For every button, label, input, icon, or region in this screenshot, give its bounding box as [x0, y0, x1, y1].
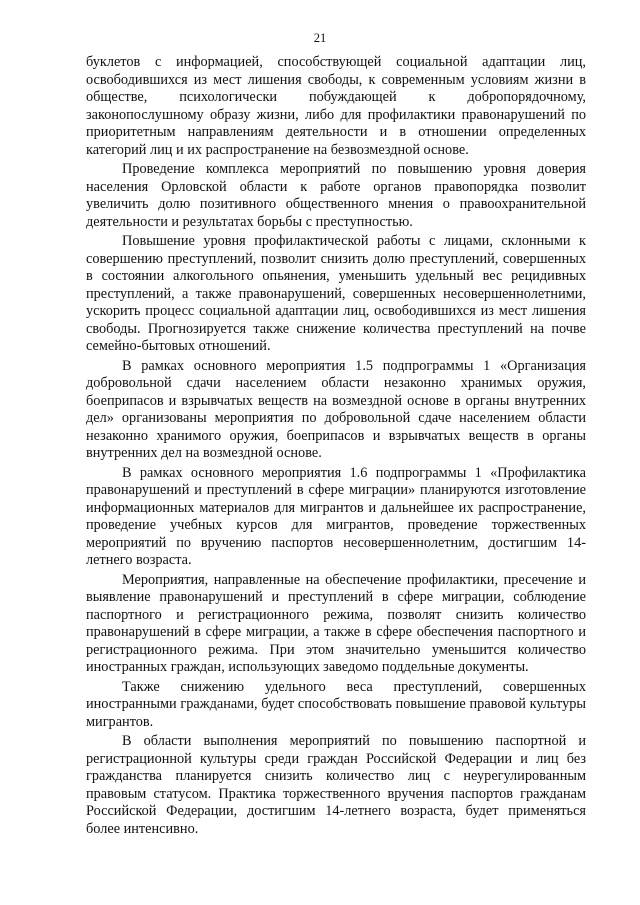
paragraph-7: Также снижению удельного веса преступлений, совершенных иностранными гражданами, будет способствовать повышение правовой культуры мигрантов. [86, 678, 586, 730]
paragraph-2: Проведение комплекса мероприятий по повышению уровня доверия населения Орловской области к работе органов правопорядка позволит увеличить долю позитивного общественного мнения о правоохранительной деятельности и результатах борьбы с преступностью. [86, 161, 586, 230]
paragraph-5: В рамках основного мероприятия 1.6 подпрограммы 1 «Профилактика правонарушений и преступлений в сфере миграции» планируются изготовление информационных материалов для мигрантов и дальнейшее их распространение, проведение учебных курсов для мигрантов, проведение торжественных мероприятий по вручению паспортов несовершеннолетним, достигшим 14-летнего возраста. [86, 464, 586, 568]
paragraph-1: буклетов с информацией, способствующей социальной адаптации лиц, освободившихся из мест лишения свободы, к современным условиям жизни в обществе, психологически побуждающей к добропорядочному, законопослушному образу жизни, либо для профилактики правонарушений по приоритетным направлениям деятельности и в отношении определенных категорий лиц и их распространение на безвозмездной основе. [86, 54, 586, 158]
paragraph-6: Мероприятия, направленные на обеспечение профилактики, пресечение и выявление правонарушений и преступлений в сфере миграции, соблюдение паспортного и регистрационного режима, позволят снизить количество правонарушений в сфере миграции, а также в сфере обеспечения паспортного и регистрационного режима. При этом значительно уменьшится количество иностранных граждан, использующих заведомо поддельные документы. [86, 571, 586, 675]
document-body [86, 54, 586, 840]
paragraph-4: В рамках основного мероприятия 1.5 подпрограммы 1 «Организация добровольной сдачи населением области незаконно хранимых оружия, боеприпасов и взрывчатых веществ на возмездной основе в органы внутренних дел» организованы мероприятия по добровольной сдаче населением области незаконно хранимого оружия, боеприпасов и взрывчатых веществ в органы внутренних дел на возмездной основе. [86, 357, 586, 461]
page-number: 21 [313, 31, 327, 45]
paragraph-3: Повышение уровня профилактической работы с лицами, склонными к совершению преступлений, позволит снизить долю преступлений, совершенных в состоянии алкогольного опьянения, уменьшить удельный вес рецидивных преступлений, а также правонарушений, совершенных несовершеннолетними, ускорить процесс социальной адаптации лиц, освободившихся из мест лишения свободы. Прогнозируется также снижение количества преступлений на почве семейно-бытовых отношений. [86, 233, 586, 354]
paragraph-8: В области выполнения мероприятий по повышению паспортной и регистрационной культуры среди граждан Российской Федерации и лиц без гражданства планируется снизить количество лиц с неурегулированным правовым статусом. Практика торжественного вручения паспортов гражданам Российской Федерации, достигшим 14-летнего возраста, будет применяться более интенсивно. [86, 733, 586, 837]
